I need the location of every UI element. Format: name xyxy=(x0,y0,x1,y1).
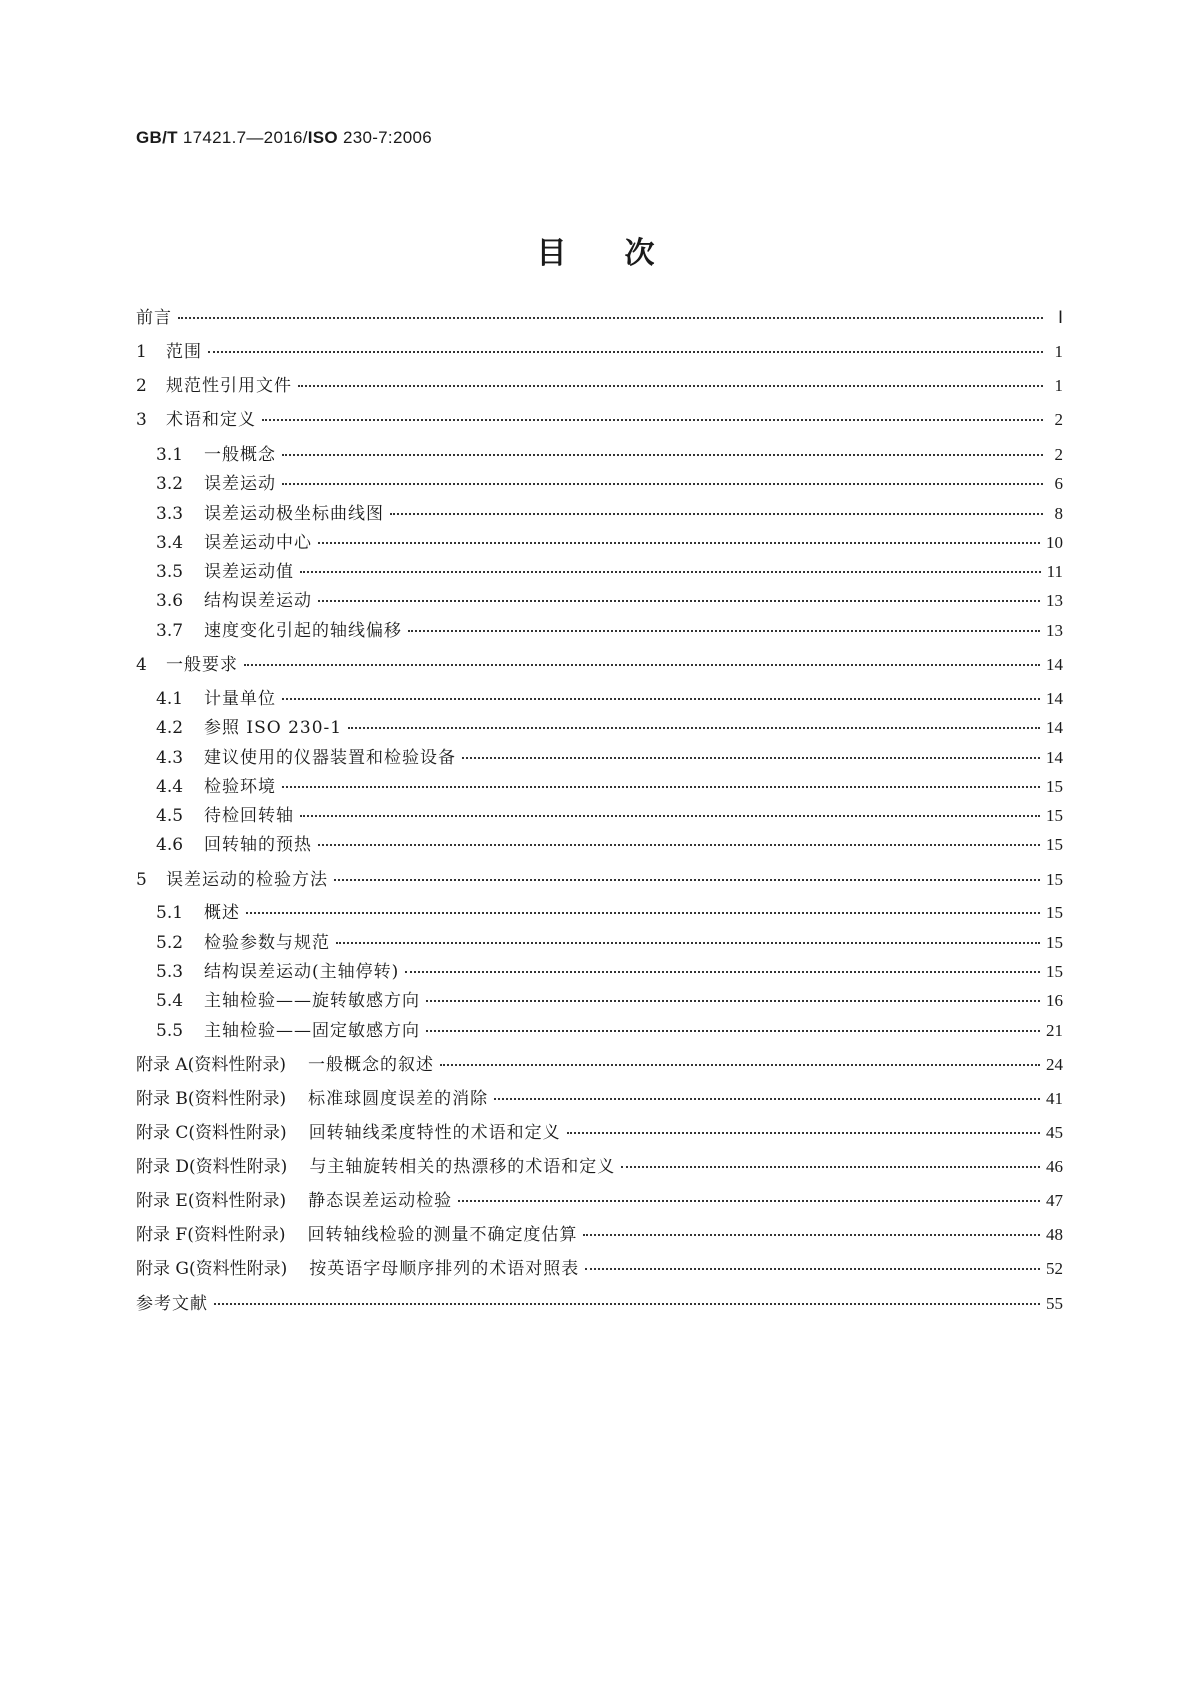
toc-entry-number: 5.4 xyxy=(156,991,184,1011)
toc-dot-leader xyxy=(318,600,1040,602)
toc-entry[interactable] xyxy=(136,562,1063,582)
toc-entry-page: 41 xyxy=(1046,1089,1063,1108)
toc-dot-leader xyxy=(583,1234,1040,1236)
toc-entry-page: 10 xyxy=(1046,533,1063,552)
toc-entry-page: 16 xyxy=(1046,991,1063,1010)
toc-entry-title: 结构误差运动(主轴停转) xyxy=(204,962,400,982)
toc-entry-number: 4.6 xyxy=(156,835,184,855)
toc-dot-leader xyxy=(300,815,1040,817)
toc-entry[interactable] xyxy=(136,376,1063,396)
toc-entry-page: 15 xyxy=(1046,870,1063,889)
toc-entry[interactable] xyxy=(136,1294,1063,1314)
toc-entry-number: 附录 E(资料性附录) xyxy=(136,1191,287,1211)
toc-entry-page: 48 xyxy=(1046,1225,1063,1244)
toc-dot-leader xyxy=(300,571,1041,573)
toc-entry-number: 4.4 xyxy=(156,777,184,797)
toc-entry-title: 参考文献 xyxy=(136,1294,208,1314)
toc-dot-leader xyxy=(208,351,1043,353)
toc-dot-leader xyxy=(348,727,1040,729)
toc-entry-number: 附录 B(资料性附录) xyxy=(136,1089,287,1109)
toc-entry-title: 按英语字母顺序排列的术语对照表 xyxy=(309,1259,580,1279)
toc-entry-page: 13 xyxy=(1046,621,1063,640)
toc-entry[interactable] xyxy=(136,1259,1063,1279)
toc-dot-leader xyxy=(405,971,1040,973)
toc-entry-title: 概述 xyxy=(204,903,240,923)
toc-entry-page: 15 xyxy=(1046,777,1063,796)
toc-entry-page: 52 xyxy=(1046,1259,1063,1278)
toc-entry-title: 误差运动 xyxy=(204,474,276,494)
toc-entry[interactable] xyxy=(136,308,1063,328)
toc-entry-page: 2 xyxy=(1054,445,1063,464)
toc-entry-number: 5.2 xyxy=(156,933,184,953)
toc-entry-page: 46 xyxy=(1046,1157,1063,1176)
toc-entry-page: 14 xyxy=(1046,689,1063,708)
toc-entry-title: 计量单位 xyxy=(204,689,276,709)
doc-code-iso: ISO xyxy=(307,128,338,147)
toc-entry[interactable] xyxy=(136,1191,1063,1211)
toc-dot-leader xyxy=(426,1000,1040,1002)
toc-entry-number: 3.1 xyxy=(156,445,184,465)
toc-entry-number: 5 xyxy=(136,870,147,890)
toc-dot-leader xyxy=(567,1132,1040,1134)
toc-dot-leader xyxy=(334,879,1040,881)
toc-entry[interactable] xyxy=(136,591,1063,611)
toc-entry-title: 标准球圆度误差的消除 xyxy=(308,1089,489,1109)
toc-entry-number: 5.1 xyxy=(156,903,184,923)
toc-entry-page: 15 xyxy=(1046,933,1063,952)
toc-entry[interactable] xyxy=(136,342,1063,362)
toc-dot-leader xyxy=(282,786,1040,788)
toc-entry-number: 3.2 xyxy=(156,474,184,494)
toc-dot-leader xyxy=(214,1303,1040,1305)
toc-dot-leader xyxy=(585,1268,1040,1270)
toc-entry-number: 3.4 xyxy=(156,533,184,553)
toc-entry[interactable] xyxy=(136,655,1063,675)
toc-dot-leader xyxy=(318,844,1040,846)
toc-entry-title: 规范性引用文件 xyxy=(166,376,292,396)
toc-entry-page: 14 xyxy=(1046,748,1063,767)
toc-entry-page: 11 xyxy=(1046,562,1063,581)
toc-entry[interactable] xyxy=(136,1157,1063,1177)
toc-entry-number: 4.5 xyxy=(156,806,184,826)
toc-entry-number: 5.5 xyxy=(156,1021,184,1041)
toc-entry-number: 3 xyxy=(136,410,147,430)
toc-entry-page: 13 xyxy=(1046,591,1063,610)
toc-entry-title: 误差运动的检验方法 xyxy=(166,870,328,890)
toc-dot-leader xyxy=(178,317,1043,319)
toc-entry-number: 3.3 xyxy=(156,504,184,524)
toc-entry-number: 2 xyxy=(136,376,147,396)
toc-entry-title: 一般概念 xyxy=(204,445,276,465)
toc-entry-page: 15 xyxy=(1046,835,1063,854)
toc-dot-leader xyxy=(426,1030,1040,1032)
toc-dot-leader xyxy=(458,1200,1040,1202)
toc-entry-number: 附录 D(资料性附录) xyxy=(136,1157,288,1177)
toc-entry[interactable] xyxy=(136,1225,1063,1245)
toc-entry-page: 14 xyxy=(1046,655,1063,674)
toc-entry-number: 4.1 xyxy=(156,689,184,709)
toc-entry-page: 14 xyxy=(1046,718,1063,737)
toc-dot-leader xyxy=(244,664,1040,666)
toc-dot-leader xyxy=(318,542,1040,544)
toc-entry-page: 45 xyxy=(1046,1123,1063,1142)
toc-entry-number: 3.5 xyxy=(156,562,184,582)
toc-entry[interactable] xyxy=(136,806,1063,826)
toc-entry-title: 范围 xyxy=(166,342,202,362)
toc-dot-leader xyxy=(494,1098,1040,1100)
toc-entry-title: 检验环境 xyxy=(204,777,276,797)
toc-entry-number: 4.2 xyxy=(156,718,184,738)
toc-dot-leader xyxy=(298,385,1043,387)
toc-entry[interactable] xyxy=(136,1123,1063,1143)
toc-entry-page: 15 xyxy=(1046,806,1063,825)
doc-code-number: 17421.7—2016/ xyxy=(177,128,308,147)
toc-dot-leader xyxy=(462,757,1040,759)
toc-entry-number: 3.6 xyxy=(156,591,184,611)
toc-entry-title: 主轴检验——旋转敏感方向 xyxy=(204,991,420,1011)
toc-entry-page: 15 xyxy=(1046,962,1063,981)
toc-entry[interactable] xyxy=(136,777,1063,797)
toc-entry-title: 与主轴旋转相关的热漂移的术语和定义 xyxy=(309,1157,616,1177)
toc-entry[interactable] xyxy=(136,870,1063,890)
toc-entry-number: 4.3 xyxy=(156,748,184,768)
toc-entry-number: 附录 G(资料性附录) xyxy=(136,1259,288,1279)
toc-entry-title: 检验参数与规范 xyxy=(204,933,330,953)
toc-entry-number: 1 xyxy=(136,342,147,362)
toc-dot-leader xyxy=(336,942,1040,944)
toc-entry-title: 回转轴的预热 xyxy=(204,835,312,855)
toc-dot-leader xyxy=(262,419,1043,421)
toc-entry-number: 附录 F(资料性附录) xyxy=(136,1225,286,1245)
toc-entry-page: 55 xyxy=(1046,1294,1063,1313)
toc-entry[interactable] xyxy=(136,621,1063,641)
toc-dot-leader xyxy=(246,912,1040,914)
toc-entry-title: 参照 ISO 230-1 xyxy=(204,718,343,738)
toc-dot-leader xyxy=(621,1166,1040,1168)
toc-entry-page: Ⅰ xyxy=(1057,308,1063,327)
toc-entry-title: 建议使用的仪器装置和检验设备 xyxy=(204,748,456,768)
toc-entry-title: 速度变化引起的轴线偏移 xyxy=(204,621,402,641)
toc-entry-number: 4 xyxy=(136,655,147,675)
toc-entry[interactable] xyxy=(136,689,1063,709)
toc-entry-title: 静态误差运动检验 xyxy=(308,1191,453,1211)
toc-entry-page: 2 xyxy=(1054,410,1063,429)
toc-entry-title: 误差运动中心 xyxy=(204,533,312,553)
toc-entry-title: 主轴检验——固定敏感方向 xyxy=(204,1021,420,1041)
toc-dot-leader xyxy=(390,513,1043,515)
toc-entry[interactable] xyxy=(136,903,1063,923)
toc-entry[interactable] xyxy=(136,445,1063,465)
toc-entry-title: 一般要求 xyxy=(166,655,238,675)
toc-entry[interactable] xyxy=(136,1055,1063,1075)
toc-entry-number: 3.7 xyxy=(156,621,184,641)
toc-entry[interactable] xyxy=(136,533,1063,553)
toc-entry[interactable] xyxy=(136,410,1063,430)
toc-dot-leader xyxy=(282,454,1043,456)
document-code xyxy=(136,128,432,148)
toc-entry[interactable] xyxy=(136,504,1063,524)
toc-entry-page: 15 xyxy=(1046,903,1063,922)
toc-entry-title: 结构误差运动 xyxy=(204,591,312,611)
toc-entry-number: 附录 A(资料性附录) xyxy=(136,1055,286,1075)
toc-entry-title: 回转轴线柔度特性的术语和定义 xyxy=(308,1123,561,1143)
toc-entry-page: 24 xyxy=(1046,1055,1063,1074)
toc-dot-leader xyxy=(440,1064,1040,1066)
toc-entry[interactable] xyxy=(136,933,1063,953)
toc-dot-leader xyxy=(408,630,1040,632)
toc-entry-title: 术语和定义 xyxy=(166,410,256,430)
toc-entry-title: 误差运动极坐标曲线图 xyxy=(204,504,384,524)
toc-entry-page: 1 xyxy=(1054,376,1063,395)
toc-entry[interactable] xyxy=(136,1089,1063,1109)
toc-entry[interactable] xyxy=(136,748,1063,768)
toc-entry-title: 待检回转轴 xyxy=(204,806,294,826)
toc-entry-number: 5.3 xyxy=(156,962,184,982)
toc-entry[interactable] xyxy=(136,474,1063,494)
page-title: 目次 xyxy=(536,236,713,271)
toc-entry-title: 误差运动值 xyxy=(204,562,294,582)
toc-entry[interactable] xyxy=(136,718,1063,738)
toc-entry[interactable] xyxy=(136,1021,1063,1041)
toc-entry-page: 47 xyxy=(1046,1191,1063,1210)
toc-dot-leader xyxy=(282,483,1043,485)
toc-entry-page: 8 xyxy=(1054,504,1063,523)
toc-entry-page: 21 xyxy=(1046,1021,1063,1040)
toc-entry-title: 一般概念的叙述 xyxy=(307,1055,434,1075)
toc-entry-number: 附录 C(资料性附录) xyxy=(136,1123,287,1143)
toc-entry-title: 前言 xyxy=(136,308,172,328)
toc-entry[interactable] xyxy=(136,962,1063,982)
toc-dot-leader xyxy=(282,698,1040,700)
toc-entry-page: 6 xyxy=(1054,474,1063,493)
doc-code-prefix: GB/T xyxy=(136,128,178,147)
doc-code-iso-number: 230-7:2006 xyxy=(337,128,432,147)
toc-entry-page: 1 xyxy=(1054,342,1063,361)
toc-entry[interactable] xyxy=(136,835,1063,855)
toc-entry-title: 回转轴线检验的测量不确定度估算 xyxy=(307,1225,578,1245)
toc-entry[interactable] xyxy=(136,991,1063,1011)
